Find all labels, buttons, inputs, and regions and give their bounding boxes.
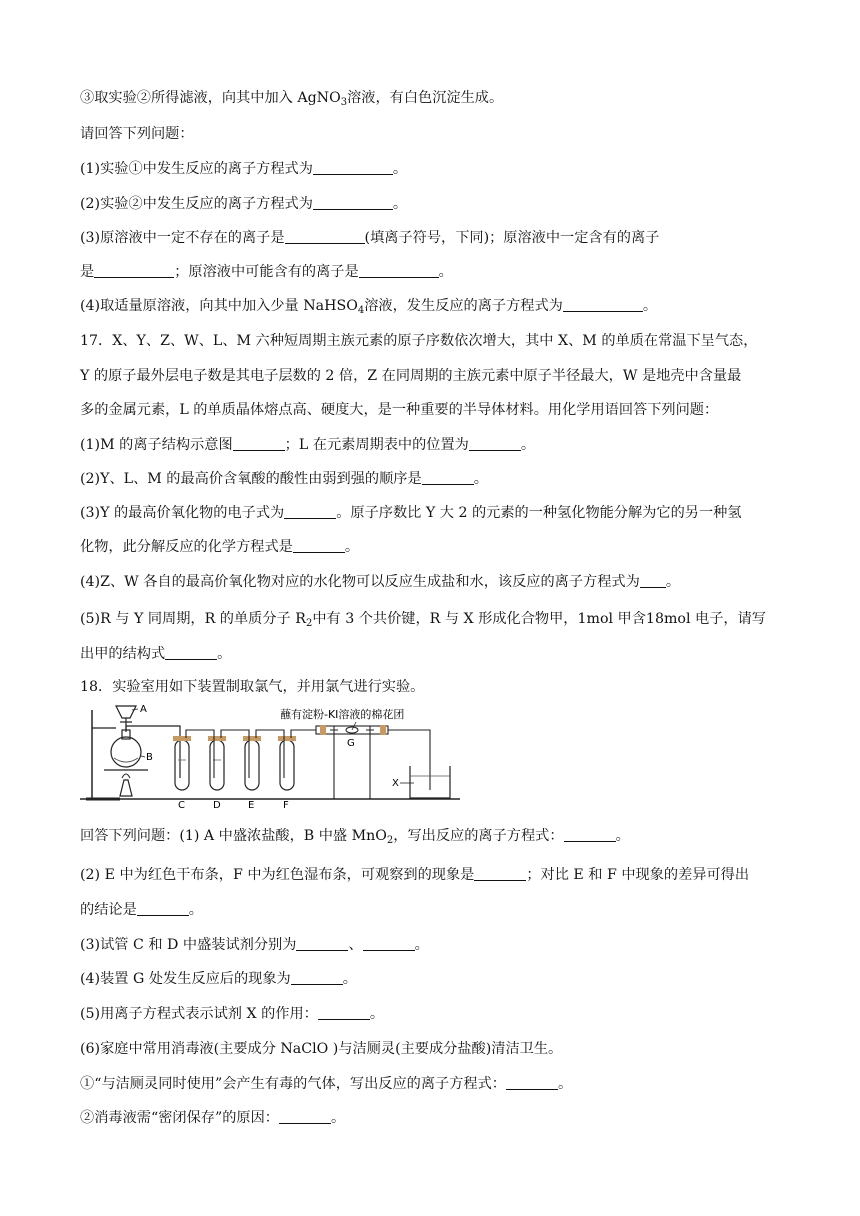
q16-part4: (4)取适量原溶液，向其中加入少量 NaHSO$_4$溶液，发生反应的离子方程式为 。 [80, 298, 658, 316]
answer-blank[interactable] [137, 900, 189, 916]
q17-part3-line1: (3)Y 的最高价氧化物的电子式为 。原子序数比 Y 大 2 的元素的一种氢化物能分解为它的另一种氢 [80, 505, 742, 521]
answer-blank[interactable] [363, 935, 415, 951]
q18-sub2: ②消毒液需“密闭保存”的原因： 。 [80, 1110, 346, 1126]
q18-part6: (6)家庭中常用消毒液(主要成分 NaClO )与洁厕灵(主要成分盐酸)清洁卫生。 [80, 1041, 563, 1057]
q17-part5-line1: (5)R 与 Y 同周期，R 的单质分子 $R_2$中有 3 个共价键，R 与 X 形成化合物甲，1mol 甲含18mol 电子，请写 [80, 611, 766, 629]
answer-blank[interactable] [469, 435, 521, 451]
answer-blank[interactable] [506, 1074, 558, 1090]
q18-part4: (4)装置 G 处发生反应后的现象为 。 [80, 971, 357, 987]
q16-step3: ③取实验②所得滤液，向其中加入 AgNO$_3$溶液，有白色沉淀生成。 [80, 90, 504, 108]
q18-stem: 18．实验室用如下装置制取氯气，并用氯气进行实验。 [80, 679, 425, 695]
q17-stem-line1: 17．X、Y、Z、W、L、M 六种短周期主族元素的原子序数依次增大，其中 X、M 的单质在常温下呈气态， [80, 333, 758, 349]
q17-part3-line2: 化物，此分解反应的化学方程式是 。 [80, 539, 360, 555]
chlorine-apparatus-figure [80, 700, 460, 810]
q18-part3: (3)试管 C 和 D 中盛装试剂分别为 、 。 [80, 937, 429, 953]
answer-blank[interactable] [359, 262, 439, 278]
q16-prompt: 请回答下列问题： [80, 126, 194, 142]
answer-blank[interactable] [293, 537, 345, 553]
answer-blank[interactable] [291, 969, 343, 985]
label-c: C [178, 800, 185, 810]
q16-part2: (2)实验②中发生反应的离子方程式为 。 [80, 196, 408, 212]
burner [120, 780, 132, 796]
q16-part1: (1)实验①中发生反应的离子方程式为 。 [80, 161, 408, 177]
label-d: D [213, 800, 221, 810]
label-b: B [146, 752, 153, 763]
answer-blank[interactable] [233, 435, 285, 451]
q18-part5: (5)用离子方程式表示试剂 X 的作用： 。 [80, 1006, 385, 1022]
answer-blank[interactable] [318, 1004, 370, 1020]
q17-stem-line3: 多的金属元素，L 的单质晶体熔点高、硬度大，是一种重要的半导体材料。用化学用语回答下列问题： [80, 402, 719, 418]
answer-blank[interactable] [279, 1108, 331, 1124]
q18-part2-line1: (2) E 中为红色干布条，F 中为红色湿布条，可观察到的现象是 ；对比 E 和 F 中现象的差异可得出 [80, 867, 750, 883]
separatory-funnel-a [116, 706, 136, 718]
q17-part5-line2: 出甲的结构式 。 [80, 646, 232, 662]
answer-blank[interactable] [285, 228, 365, 244]
q18-sub1: ①“与洁厕灵同时使用”会产生有毒的气体，写出反应的离子方程式： 。 [80, 1076, 573, 1092]
cotton-label: 蘸有淀粉-KI溶液的棉花团 [280, 708, 405, 721]
q18-part2-line2: 的结论是 。 [80, 902, 203, 918]
q17-part1: (1)M 的离子结构示意图 ；L 在元素周期表中的位置为 。 [80, 437, 536, 453]
q16-part3-line2: 是 ；原溶液中可能含有的离子是 。 [80, 264, 453, 280]
test-tube-e [243, 736, 261, 790]
q17-part2: (2)Y、L、M 的最高价含氧酸的酸性由弱到强的顺序是 。 [80, 471, 488, 487]
label-f: F [283, 800, 289, 810]
answer-blank[interactable] [313, 159, 393, 175]
answer-blank[interactable] [313, 194, 393, 210]
answer-blank[interactable] [422, 469, 474, 485]
q18-part1: 回答下列问题：(1) A 中盛浓盐酸，B 中盛 MnO$_2$，写出反应的离子方程式： 。 [80, 828, 630, 846]
label-x: X [392, 778, 399, 789]
label-a: A [140, 704, 147, 715]
label-g: G [347, 738, 355, 749]
test-tube-d [208, 736, 226, 790]
glass-tube-g [316, 725, 388, 799]
answer-blank[interactable] [284, 503, 336, 519]
answer-blank[interactable] [94, 262, 174, 278]
answer-blank[interactable] [563, 296, 643, 312]
test-tube-c [173, 736, 191, 790]
test-tube-f [278, 736, 296, 790]
q17-part4: (4)Z、W 各自的最高价氧化物对应的水化物可以反应生成盐和水，该反应的离子方程式为 。 [80, 574, 681, 590]
q17-stem-line2: Y 的原子最外层电子数是其电子层数的 2 倍，Z 在同周期的主族元素中原子半径最大，W 是地壳中含量最 [80, 368, 742, 384]
answer-blank[interactable] [474, 865, 526, 881]
answer-blank[interactable] [296, 935, 348, 951]
label-e: E [248, 800, 255, 810]
answer-blank[interactable] [640, 572, 666, 588]
answer-blank[interactable] [165, 644, 217, 660]
q16-part3-line1: (3)原溶液中一定不存在的离子是 (填离子符号，下同)；原溶液中一定含有的离子 [80, 230, 660, 246]
answer-blank[interactable] [564, 826, 616, 842]
